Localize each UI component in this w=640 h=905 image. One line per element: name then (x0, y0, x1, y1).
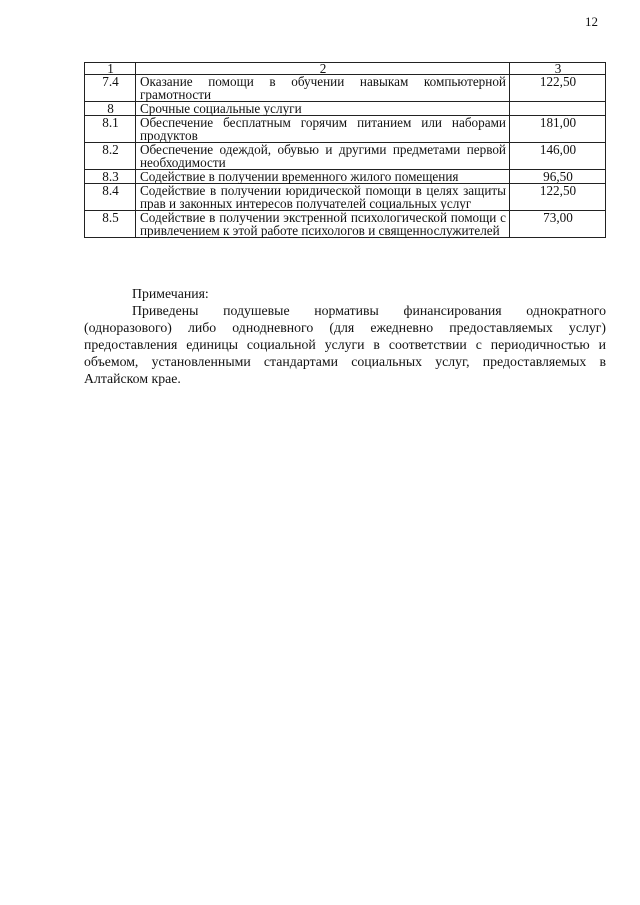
row-number: 8.3 (85, 170, 136, 184)
table-header-row (85, 63, 606, 75)
header-cell-1: 1 (85, 63, 136, 75)
row-number: 7.4 (85, 75, 136, 102)
row-number: 8 (85, 102, 136, 116)
header-cell-2: 2 (136, 63, 510, 75)
header-cell-3: 3 (510, 63, 606, 75)
services-table (84, 62, 606, 238)
row-number: 8.1 (85, 116, 136, 143)
table-row (85, 75, 606, 102)
row-number: 8.4 (85, 184, 136, 211)
table-row (85, 211, 606, 238)
service-value: 73,00 (510, 211, 606, 238)
service-value: 122,50 (510, 75, 606, 102)
service-name: Оказание помощи в обучении навыкам компьютерной грамотности (136, 75, 510, 102)
service-value: 146,00 (510, 143, 606, 170)
service-name: Обеспечение одеждой, обувью и другими предметами первой необходимости (136, 143, 510, 170)
service-name: Содействие в получении временного жилого помещения (136, 170, 510, 184)
row-number: 8.2 (85, 143, 136, 170)
service-value: 122,50 (510, 184, 606, 211)
notes-text: Приведены подушевые нормативы финансирования однократного (одноразового) либо однодневного (для ежедневно предоставляемых услуг) предоставления единицы социальной услуги в соответствии с периодичностью и объемом, установленными стандартами социальных услуг, предоставляемых в Алтайском крае. (84, 303, 606, 386)
table-row (85, 143, 606, 170)
service-value: 96,50 (510, 170, 606, 184)
page-number: 12 (585, 14, 598, 29)
row-number: 8.5 (85, 211, 136, 238)
table-row (85, 116, 606, 143)
table-row (85, 170, 606, 184)
table-row (85, 102, 606, 116)
notes-section (84, 285, 606, 387)
service-name: Срочные социальные услуги (136, 102, 510, 116)
service-name: Содействие в получении юридической помощи в целях защиты прав и законных интересов получателей социальных услуг (136, 184, 510, 211)
service-name: Содействие в получении экстренной психологической помощи с привлечением к этой работе психологов и священнослужителей (136, 211, 510, 238)
notes-title: Примечания: (132, 286, 209, 301)
table-row (85, 184, 606, 211)
service-value: 181,00 (510, 116, 606, 143)
service-value (510, 102, 606, 116)
service-name: Обеспечение бесплатным горячим питанием или наборами продуктов (136, 116, 510, 143)
